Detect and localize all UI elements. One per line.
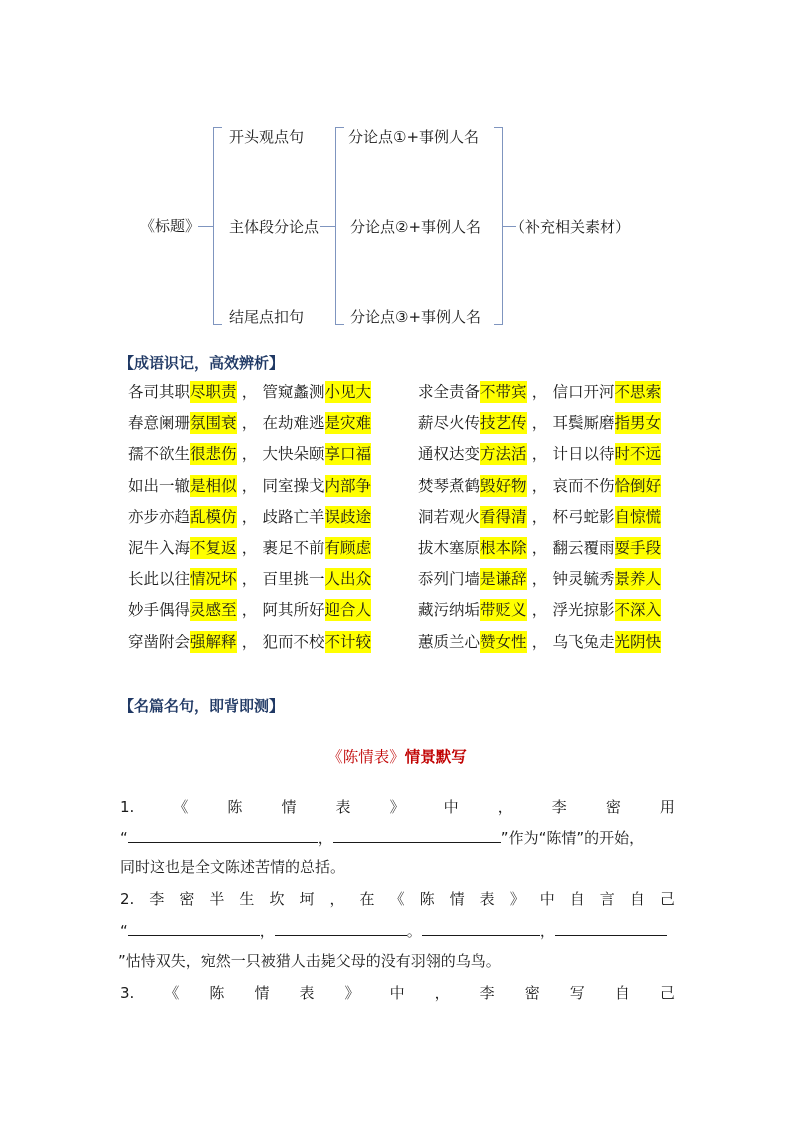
article-title	[0, 745, 794, 767]
level2-item-1: 分论点①+事例人名	[348, 128, 480, 146]
question-char: 》	[344, 984, 360, 1002]
question-char: 《	[389, 890, 405, 908]
question-char: 陈	[209, 984, 225, 1002]
idiom-row	[128, 506, 371, 528]
idiom-highlight: 时不远	[614, 445, 662, 464]
idiom-text: 大快朵颐	[262, 445, 325, 464]
question-char: 坎	[269, 890, 285, 908]
idiom-text: 各司其职	[128, 383, 191, 401]
idiom-separator: ，	[241, 570, 258, 589]
idiom-row	[128, 412, 371, 434]
question-char: 己	[659, 890, 675, 908]
idiom-separator: ，	[241, 507, 258, 526]
question-char: 自	[629, 890, 645, 908]
q1-blank-1[interactable]	[128, 827, 318, 843]
idiom-highlight: 是灾难	[324, 414, 372, 433]
q1-open-quote: “	[120, 829, 128, 847]
idiom-highlight: 耍手段	[614, 539, 662, 557]
idiom-separator: ，	[241, 445, 258, 464]
idiom-row	[128, 537, 371, 559]
diagram-supplement: （补充相关素材）	[510, 218, 631, 236]
idiom-text: 焚琴煮鹤	[418, 476, 481, 495]
idiom-highlight: 小见大	[324, 383, 372, 401]
question-char: 李	[149, 890, 165, 908]
idiom-highlight: 人出众	[324, 570, 372, 589]
question-char: ，	[434, 984, 450, 1002]
idiom-row	[128, 599, 371, 621]
idiom-separator: ，	[241, 383, 258, 401]
idiom-separator: ，	[241, 414, 258, 433]
idiom-highlight: 带贬义	[480, 601, 527, 620]
idiom-highlight: 不思索	[614, 383, 662, 401]
idiom-highlight: 强解释	[190, 632, 237, 651]
idiom-separator: ，	[531, 539, 548, 557]
idiom-highlight: 是谦辞	[480, 570, 527, 589]
idiom-text: 管窥蠡测	[262, 383, 325, 401]
idiom-text: 浮光掠影	[552, 601, 615, 620]
idiom-text: 百里挑一	[262, 570, 325, 589]
idiom-separator: ，	[241, 601, 258, 620]
question-char: ，	[497, 798, 513, 816]
question-2-line-1	[120, 889, 675, 909]
idiom-row	[418, 537, 661, 559]
question-char: 情	[449, 890, 465, 908]
idiom-highlight: 误歧途	[324, 507, 372, 526]
question-char: 情	[254, 984, 270, 1002]
question-char: 半	[209, 890, 225, 908]
article-title-rest: 情景默写	[404, 748, 467, 766]
idiom-text: 计日以待	[552, 445, 615, 464]
question-char: 李	[479, 984, 495, 1002]
q1-tail: ”作为“陈情”的开始，	[500, 829, 645, 847]
idiom-highlight: 情况坏	[190, 570, 237, 589]
idiom-separator: ，	[241, 632, 258, 651]
question-char: 自	[614, 984, 630, 1002]
question-char: 写	[569, 984, 585, 1002]
idiom-highlight: 方法活	[480, 445, 527, 464]
q2-period: 。	[406, 922, 422, 940]
idiom-text: 通权达变	[418, 445, 481, 464]
idiom-text: 钟灵毓秀	[552, 570, 615, 589]
quote-section-header: 【名篇名句，即背即测】	[119, 697, 285, 715]
question-2-line-2	[120, 920, 667, 941]
question-char: 在	[359, 890, 375, 908]
idiom-row	[418, 506, 661, 528]
idiom-text: 长此以往	[128, 570, 191, 589]
level1-item-ending: 结尾点扣句	[229, 308, 305, 326]
idiom-text: 哀而不伤	[552, 476, 615, 495]
idiom-text: 如出一辙	[128, 476, 191, 495]
question-char: 陈	[419, 890, 435, 908]
question-char: 用	[659, 798, 675, 816]
idiom-separator: ，	[531, 570, 548, 589]
question-1-line-2	[120, 827, 644, 848]
idiom-highlight: 不深入	[614, 601, 662, 620]
idiom-highlight: 自惊慌	[614, 507, 662, 526]
question-char: 密	[524, 984, 540, 1002]
q1-blank-2[interactable]	[333, 827, 501, 843]
idiom-text: 犯而不校	[262, 632, 325, 651]
level1-bracket	[213, 127, 222, 325]
idiom-text: 洞若观火	[418, 507, 481, 526]
idiom-highlight: 技艺传	[480, 414, 527, 433]
idiom-highlight: 景养人	[614, 570, 662, 589]
q2-comma-2: ，	[539, 922, 555, 940]
idiom-separator: ，	[531, 601, 548, 620]
idiom-text: 亦步亦趋	[128, 507, 191, 526]
idiom-row	[418, 631, 661, 653]
idiom-highlight: 光阴快	[614, 632, 662, 651]
idiom-row	[418, 381, 661, 403]
idiom-separator: ，	[241, 539, 258, 557]
idiom-section-header: 【成语识记，高效辨析】	[119, 354, 285, 372]
idiom-text: 裹足不前	[262, 539, 325, 557]
idiom-highlight: 赞女性	[480, 632, 527, 651]
level2-bracket-left	[335, 127, 344, 325]
idiom-row	[128, 631, 371, 653]
idiom-text: 穿凿附会	[128, 632, 191, 651]
article-title-book: 《陈情表》	[327, 748, 405, 766]
idiom-text: 求全责备	[418, 383, 481, 401]
question-2-line-3: ”怙恃双失，宛然一只被猎人击毙父母的没有羽翎的乌鸟。	[118, 952, 501, 970]
question-char: 情	[281, 798, 297, 816]
idiom-row	[418, 412, 661, 434]
idiom-row	[128, 381, 371, 403]
question-char: 生	[239, 890, 255, 908]
q2-blank-1[interactable]	[128, 920, 260, 936]
idiom-separator: ，	[531, 383, 548, 401]
idiom-highlight: 毁好物	[480, 476, 527, 495]
question-char: 密	[179, 890, 195, 908]
idiom-text: 拔木塞原	[418, 539, 481, 557]
idiom-separator: ，	[531, 414, 548, 433]
question-char: 《	[173, 798, 189, 816]
idiom-highlight: 不计较	[324, 632, 372, 651]
question-3-line-1	[120, 983, 675, 1003]
idiom-highlight: 根本除	[480, 539, 527, 557]
q2-blank-3[interactable]	[422, 920, 540, 936]
idiom-separator: ，	[531, 476, 548, 495]
idiom-separator: ，	[531, 445, 548, 464]
question-char: 中	[389, 984, 405, 1002]
question-char: 表	[479, 890, 495, 908]
idiom-highlight: 看得清	[480, 507, 527, 526]
idiom-highlight: 氛围衰	[190, 414, 237, 433]
idiom-text: 蕙质兰心	[418, 632, 481, 651]
idiom-highlight: 很悲伤	[190, 445, 237, 464]
idiom-highlight: 不带宾	[480, 383, 527, 401]
idiom-text: 信口开河	[552, 383, 615, 401]
idiom-text: 阿其所好	[262, 601, 325, 620]
idiom-text: 翻云覆雨	[552, 539, 615, 557]
question-char: 坷	[299, 890, 315, 908]
question-char: 》	[509, 890, 525, 908]
question-1-line-3: 同时这也是全文陈述苦情的总括。	[120, 858, 346, 876]
idiom-text: 在劫难逃	[262, 414, 325, 433]
question-char: 中	[539, 890, 555, 908]
diagram-root: 《标题》	[140, 217, 201, 235]
idiom-row	[128, 443, 371, 465]
idiom-text: 藏污纳垢	[418, 601, 481, 620]
idiom-text: 杯弓蛇影	[552, 507, 615, 526]
idiom-row	[418, 599, 661, 621]
idiom-text: 忝列门墙	[418, 570, 481, 589]
idiom-text: 歧路亡羊	[262, 507, 325, 526]
idiom-text: 孺不欲生	[128, 445, 191, 464]
level1-connector	[320, 226, 336, 227]
idiom-highlight: 灵感至	[190, 601, 237, 620]
question-char: 自	[569, 890, 585, 908]
question-char: 3.	[120, 984, 135, 1002]
idiom-highlight: 有顾虑	[324, 539, 372, 557]
question-1-line-1	[120, 797, 675, 817]
question-char: 陈	[227, 798, 243, 816]
idiom-row	[418, 568, 661, 590]
question-char: 表	[335, 798, 351, 816]
idiom-text: 薪尽火传	[418, 414, 481, 433]
idiom-highlight: 内部争	[324, 476, 372, 495]
q2-open-quote: “	[120, 922, 128, 940]
idiom-row	[418, 443, 661, 465]
question-char: 李	[551, 798, 567, 816]
idiom-highlight: 享口福	[324, 445, 372, 464]
question-char: 1.	[120, 798, 135, 816]
idiom-highlight: 指男女	[614, 414, 662, 433]
idiom-row	[128, 568, 371, 590]
question-char: 表	[299, 984, 315, 1002]
idiom-highlight: 恰倒好	[614, 476, 662, 495]
idiom-highlight: 乱模仿	[190, 507, 237, 526]
idiom-row	[418, 475, 661, 497]
level1-item-opening: 开头观点句	[229, 128, 305, 146]
idiom-highlight: 尽职责	[190, 383, 237, 401]
idiom-text: 妙手偶得	[128, 601, 191, 620]
idiom-text: 泥牛入海	[128, 539, 191, 557]
root-connector	[198, 226, 214, 227]
idiom-text: 同室操戈	[262, 476, 325, 495]
idiom-text: 耳鬓厮磨	[552, 414, 615, 433]
idiom-text: 春意阑珊	[128, 414, 191, 433]
q1-comma: ，	[317, 829, 333, 847]
idiom-highlight: 是相似	[190, 476, 237, 495]
idiom-separator: ，	[531, 632, 548, 651]
q2-blank-4[interactable]	[555, 920, 667, 936]
idiom-row	[128, 475, 371, 497]
level1-item-body: 主体段分论点	[229, 218, 320, 236]
question-char: 密	[605, 798, 621, 816]
idiom-separator: ，	[241, 476, 258, 495]
idiom-highlight: 迎合人	[324, 601, 372, 620]
question-char: 中	[443, 798, 459, 816]
question-char: ，	[329, 890, 345, 908]
q2-blank-2[interactable]	[275, 920, 407, 936]
question-char: 2.	[120, 890, 135, 908]
q2-comma-1: ，	[259, 922, 275, 940]
level2-item-3: 分论点③+事例人名	[350, 308, 482, 326]
idiom-text: 乌飞兔走	[552, 632, 615, 651]
question-char: 》	[389, 798, 405, 816]
level2-item-2: 分论点②+事例人名	[350, 218, 482, 236]
question-char: 言	[599, 890, 615, 908]
idiom-separator: ，	[531, 507, 548, 526]
question-char: 《	[164, 984, 180, 1002]
question-char: 己	[659, 984, 675, 1002]
idiom-highlight: 不复返	[190, 539, 237, 557]
